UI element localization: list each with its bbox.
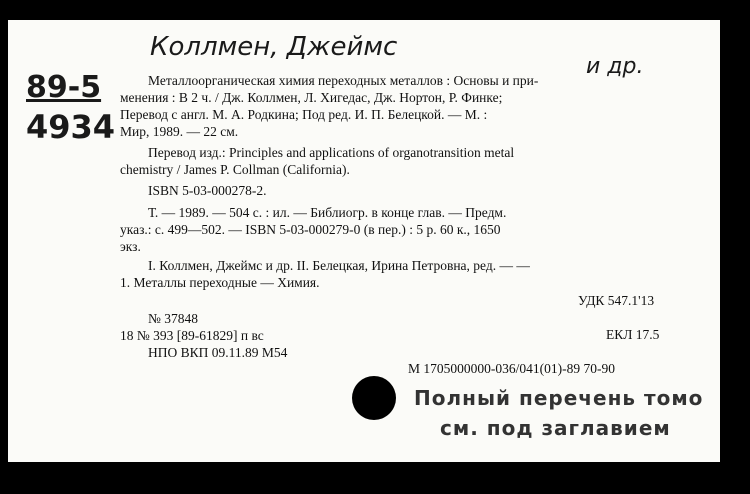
record-number: № 37848 [148,311,199,326]
volume-line-2: указ.: с. 499—502. — ISBN 5-03-000279-0 (в пер.) : 5 р. 60 к., 1650 [120,222,501,237]
tracing-line-2: 1. Металлы переходные — Химия. [120,275,320,290]
original-title-line-2: chemistry / James P. Collman (California). [120,162,350,177]
volume-line-1: Т. — 1989. — 504 с. : ил. — Библиогр. в конце глав. — Предм. [148,205,507,220]
original-title-line-1: Перевод изд.: Principles and applications of organotransition metal [148,145,515,160]
stamp-line-1: Полный перечень томо [414,386,704,410]
entry-line-1: Металлоорганическая химия переходных металлов : Основы и при- [148,73,539,88]
ekl-code: ЕКЛ 17.5 [606,327,660,342]
stamp-line-2: см. под заглавием [440,416,671,440]
handwritten-suffix: и др. [586,54,644,79]
isbn: ISBN 5-03-000278-2. [148,183,267,198]
entry-line-3: Перевод с англ. М. А. Родкина; Под ред. И. П. Белецкой. — М. : [120,107,488,122]
npo-line: НПО ВКП 09.11.89 М54 [148,345,288,360]
entry-line-2: менения : В 2 ч. / Дж. Коллмен, Л. Хигедас, Дж. Нортон, Р. Финке; [120,90,503,105]
m-code: М 1705000000-036/041(01)-89 70-90 [408,361,615,376]
punch-hole [352,376,396,420]
entry-line-4: Мир, 1989. — 22 см. [120,124,239,139]
handwritten-author: Коллмен, Джеймс [150,32,398,62]
volume-line-3: экз. [120,239,141,254]
call-number-bottom: 4934 [26,108,116,146]
tracing-line-1: I. Коллмен, Джеймс и др. II. Белецкая, Ирина Петровна, ред. — — [148,258,530,273]
order-line: 18 № 393 [89-61829] п вс [120,328,264,343]
call-number-top: 89-5 [26,70,102,105]
udk-code: УДК 547.1'13 [578,293,655,308]
